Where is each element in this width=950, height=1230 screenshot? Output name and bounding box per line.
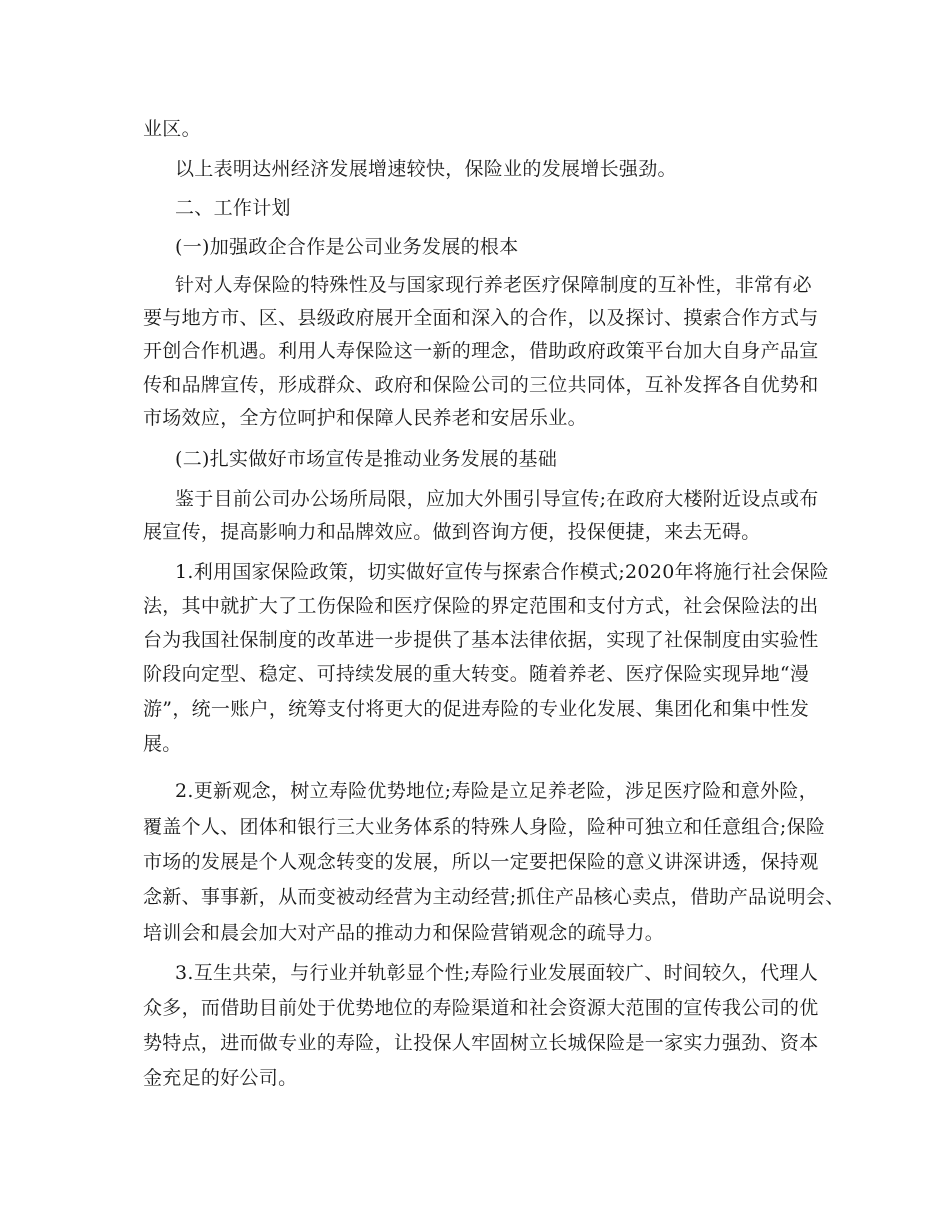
text-line: 传和品牌宣传，形成群众、政府和保险公司的三位共同体，互补发挥各自优势和 (143, 374, 819, 396)
text-line: 市场的发展是个人观念转变的发展，所以一定要把保险的意义讲深讲透，保持观 (143, 851, 819, 873)
text-line: 要与地方市、区、县级政府展开全面和深入的合作，以及探讨、摸索合作方式与 (143, 307, 819, 329)
text-line: 1.利用国家保险政策，切实做好宣传与探索合作模式;2020年将施行社会保险 (175, 561, 829, 583)
text-line: 针对人寿保险的特殊性及与国家现行养老医疗保障制度的互补性，非常有必 (175, 274, 812, 296)
text-line: 众多，而借助目前处于优势地位的寿险渠道和社会资源大范围的宣传我公司的优 (143, 997, 819, 1019)
text-line: 市场效应，全方位呵护和保障人民养老和安居乐业。 (143, 407, 587, 429)
text-line: 覆盖个人、团体和银行三大业务体系的特殊人身险，险种可独立和任意组合;保险 (143, 816, 826, 838)
text-line: 金充足的好公司。 (143, 1067, 298, 1089)
subsection-heading: (二)扎实做好市场宣传是推动业务发展的基础 (175, 448, 558, 470)
subsection-heading: (一)加强政企合作是公司业务发展的根本 (175, 236, 519, 258)
text-line: 业区。 (143, 118, 201, 140)
text-line: 开创合作机遇。利用人寿保险这一新的理念，借助政府政策平台加大自身产品宣 (143, 340, 819, 362)
section-heading: 二、工作计划 (175, 197, 291, 219)
text-line: 2.更新观念，树立寿险优势地位;寿险是立足养老险，涉足医疗险和意外险， (175, 780, 819, 802)
text-line: 念新、事事新，从而变被动经营为主动经营;抓住产品核心卖点，借助产品说明会、 (143, 886, 845, 908)
text-line: 势特点，进而做专业的寿险，让投保人牢固树立长城保险是一家实力强劲、资本 (143, 1032, 819, 1054)
text-line: 鉴于目前公司办公场所局限，应加大外围引导宣传;在政府大楼附近设点或布 (175, 488, 819, 510)
text-line: 以上表明达州经济发展增速较快，保险业的发展增长强劲。 (175, 158, 677, 180)
text-line: 游”，统一账户，统筹支付将更大的促进寿险的专业化发展、集团化和集中性发 (143, 698, 810, 720)
text-line: 台为我国社保制度的改革进一步提供了基本法律依据，实现了社保制度由实验性 (143, 629, 819, 651)
text-line: 展。 (143, 733, 182, 755)
text-line: 展宣传，提高影响力和品牌效应。做到咨询方便，投保便捷，来去无碍。 (143, 521, 761, 543)
text-line: 法，其中就扩大了工伤保险和医疗保险的界定范围和支付方式，社会保险法的出 (143, 595, 819, 617)
text-line: 培训会和晨会加大对产品的推动力和保险营销观念的疏导力。 (143, 922, 665, 944)
text-line: 3.互生共荣，与行业并轨彰显个性;寿险行业发展面较广、时间较久，代理人 (175, 962, 819, 984)
text-line: 阶段向定型、稳定、可持续发展的重大转变。随着养老、医疗保险实现异地“漫 (143, 663, 810, 685)
